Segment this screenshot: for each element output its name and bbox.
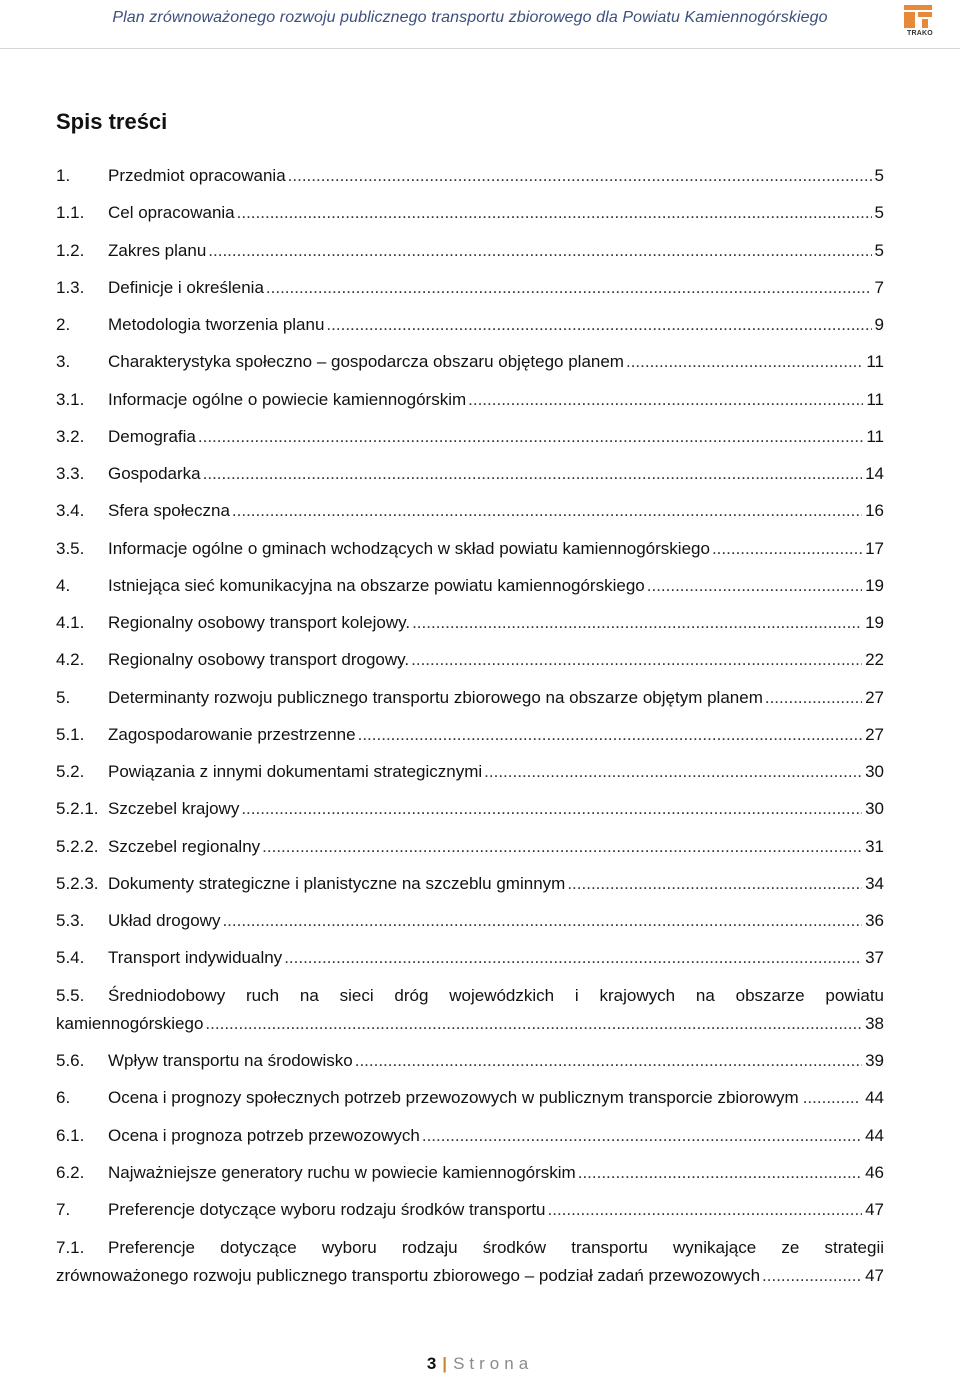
toc-entry-title: Determinanty rozwoju publicznego transportu zbiorowego na obszarze objętym planem	[108, 688, 763, 707]
toc-leader-dots	[484, 758, 862, 786]
toc-entry-title: Preferencje dotyczące wyboru rodzaju środków transportu	[108, 1200, 546, 1219]
toc-entry[interactable]	[56, 684, 884, 712]
toc-entry-number: 2.	[56, 315, 71, 334]
toc-entry-title: Ocena i prognozy społecznych potrzeb przewozowych w publicznym transporcie zbiorowym	[108, 1088, 799, 1107]
toc-entry[interactable]	[56, 460, 884, 488]
toc-entry-page: 30	[865, 762, 884, 781]
toc-entry[interactable]	[56, 795, 884, 823]
toc-leader-dots	[422, 1122, 862, 1150]
toc-entry[interactable]	[56, 907, 884, 935]
toc-entry-title: Istniejąca sieć komunikacyjna na obszarze powiatu kamiennogórskiego	[108, 576, 645, 595]
toc-entry-title: Charakterystyka społeczno – gospodarcza obszaru objętego planem	[108, 352, 624, 371]
toc-entry-page: 5	[874, 203, 884, 222]
toc-entry-page: 30	[865, 799, 884, 818]
toc-entry-continuation[interactable]	[56, 1262, 884, 1290]
toc-leader-dots	[355, 1047, 862, 1075]
toc-entry[interactable]	[56, 1196, 884, 1224]
toc-entry[interactable]	[56, 162, 884, 190]
footer-separator: |	[442, 1354, 448, 1373]
toc-entry[interactable]	[56, 1122, 884, 1150]
toc-entry[interactable]	[56, 982, 884, 1010]
toc-leader-dots	[208, 237, 871, 265]
toc-leader-dots	[222, 907, 862, 935]
toc-entry[interactable]	[56, 1234, 884, 1262]
toc-entry-page: 27	[865, 688, 884, 707]
page-label: Strona	[453, 1354, 534, 1373]
toc-entry-number: 1.3.	[56, 278, 85, 297]
toc-entry-page: 36	[865, 911, 884, 930]
toc-entry-page: 31	[865, 837, 884, 856]
toc-entry-page: 37	[865, 948, 884, 967]
toc-leader-dots	[626, 348, 863, 376]
toc-entry-number: 6.1.	[56, 1126, 85, 1145]
toc-leader-dots	[412, 609, 862, 637]
toc-entry-page: 5	[874, 241, 884, 260]
toc-entry-number: 3.1.	[56, 390, 85, 409]
toc-entry-number: 3.5.	[56, 539, 85, 558]
toc-entry-title-continuation: zrównoważonego rozwoju publicznego transportu zbiorowego – podział zadań przewozowych	[56, 1266, 761, 1285]
toc-leader-dots	[411, 646, 862, 674]
toc-entry[interactable]	[56, 833, 884, 861]
toc-leader-dots	[712, 535, 862, 563]
toc-entry-number: 4.1.	[56, 613, 85, 632]
toc-leader-dots	[205, 1010, 862, 1038]
toc-entry[interactable]	[56, 274, 884, 302]
toc-leader-dots	[232, 497, 862, 525]
toc-entry-title: Dokumenty strategiczne i planistyczne na szczeblu gminnym	[108, 874, 566, 893]
toc-entry-page: 19	[865, 613, 884, 632]
toc-entry-page: 46	[865, 1163, 884, 1182]
toc-entry[interactable]	[56, 1084, 884, 1112]
toc-entry-title: Regionalny osobowy transport drogowy.	[108, 650, 410, 669]
toc-entry-number: 5.	[56, 688, 71, 707]
toc-entry-number: 5.2.2.	[56, 837, 99, 856]
toc-entry-title: Szczebel krajowy	[108, 799, 240, 818]
toc-entry-page: 14	[865, 464, 884, 483]
toc-entry-page: 11	[866, 390, 884, 409]
toc-entry-number: 3.2.	[56, 427, 85, 446]
toc-entry[interactable]	[56, 497, 884, 525]
toc-entry-title: Definicje i określenia	[108, 278, 264, 297]
toc-entry-page: 27	[865, 725, 884, 744]
toc-leader-dots	[567, 870, 862, 898]
toc-leader-dots	[198, 423, 863, 451]
toc-entry-title: Przedmiot opracowania	[108, 166, 286, 185]
toc-entry-page: 38	[865, 1014, 884, 1033]
toc-entry-title: Informacje ogólne o gminach wchodzących w skład powiatu kamiennogórskiego	[108, 539, 710, 558]
toc-leader-dots	[765, 684, 862, 712]
toc-entry-title: Powiązania z innymi dokumentami strategicznymi	[108, 762, 483, 781]
toc-entry-page: 47	[865, 1200, 884, 1219]
toc-entry-number: 5.2.	[56, 762, 85, 781]
toc-entry-title: Szczebel regionalny	[108, 837, 261, 856]
toc-entry[interactable]	[56, 758, 884, 786]
toc-entry-title: Ocena i prognoza potrzeb przewozowych	[108, 1126, 420, 1145]
toc-entry-page: 11	[866, 427, 884, 446]
toc-entry[interactable]	[56, 423, 884, 451]
toc-entry-number: 7.	[56, 1200, 71, 1219]
toc-entry-number: 3.4.	[56, 501, 85, 520]
toc-entry-number: 5.5.	[56, 986, 85, 1005]
toc-entry-title: Metodologia tworzenia planu	[108, 315, 325, 334]
page-number: 3	[426, 1354, 437, 1373]
toc-entry[interactable]	[56, 870, 884, 898]
toc-leader-dots	[262, 833, 862, 861]
toc-entry-title: Gospodarka	[108, 464, 201, 483]
toc-entry-number: 1.	[56, 166, 71, 185]
toc-entry-number: 1.1.	[56, 203, 85, 222]
toc-entry-page: 9	[874, 315, 884, 334]
toc-leader-dots	[284, 944, 862, 972]
toc-entry-page: 44	[865, 1088, 884, 1107]
toc-heading: Spis treści	[56, 109, 168, 134]
toc-entry-title: Zakres planu	[108, 241, 207, 260]
toc-leader-dots	[266, 274, 872, 302]
toc-leader-dots	[803, 1084, 861, 1112]
toc-entry-title: Układ drogowy	[108, 911, 221, 930]
toc-entry-title: Najważniejsze generatory ruchu w powiecie kamiennogórskim	[108, 1163, 576, 1182]
toc-entry-number: 3.	[56, 352, 71, 371]
toc-leader-dots	[203, 460, 862, 488]
toc-entry-title: Zagospodarowanie przestrzenne	[108, 725, 356, 744]
toc-leader-dots	[326, 311, 871, 339]
toc-leader-dots	[468, 386, 863, 414]
toc-entry-title-continuation: kamiennogórskiego	[56, 1014, 204, 1033]
toc-entry-number: 7.1.	[56, 1238, 85, 1257]
toc-leader-dots	[237, 199, 872, 227]
toc-entry-title: Cel opracowania	[108, 203, 235, 222]
toc-entry[interactable]	[56, 646, 884, 674]
toc-entry-page: 47	[865, 1266, 884, 1285]
toc-entry-continuation[interactable]	[56, 1010, 884, 1038]
toc-entry-number: 5.4.	[56, 948, 85, 967]
toc-entry[interactable]	[56, 348, 884, 376]
toc-entry-page: 11	[866, 352, 884, 371]
toc-entry-number: 3.3.	[56, 464, 85, 483]
toc-entry-title: Regionalny osobowy transport kolejowy.	[108, 613, 411, 632]
toc-entry[interactable]	[56, 1159, 884, 1187]
toc-entry-title: Transport indywidualny	[108, 948, 283, 967]
toc-entry-number: 5.6.	[56, 1051, 85, 1070]
toc-entry-number: 4.	[56, 576, 71, 595]
toc-entry-title: Średniodobowy ruch na sieci dróg wojewódzkich i krajowych na obszarze powiatu	[108, 986, 884, 1005]
toc-leader-dots	[358, 721, 862, 749]
toc-entry-page: 19	[865, 576, 884, 595]
toc-entry-number: 1.2.	[56, 241, 85, 260]
toc-entry[interactable]	[56, 535, 884, 563]
toc-entry-page: 34	[865, 874, 884, 893]
toc-entry[interactable]	[56, 237, 884, 265]
toc-entry[interactable]	[56, 386, 884, 414]
toc-leader-dots	[548, 1196, 863, 1224]
toc-leader-dots	[288, 162, 872, 190]
toc-entry-page: 16	[865, 501, 884, 520]
page-header	[0, 0, 960, 49]
toc-entry-page: 44	[865, 1126, 884, 1145]
toc-entry-number: 4.2.	[56, 650, 85, 669]
toc-entry-title: Demografia	[108, 427, 196, 446]
toc-entry-page: 17	[865, 539, 884, 558]
toc-entry-number: 5.2.1.	[56, 799, 99, 818]
toc-entry-title: Wpływ transportu na środowisko	[108, 1051, 353, 1070]
toc-entry[interactable]	[56, 1047, 884, 1075]
toc-entry-number: 6.	[56, 1088, 71, 1107]
toc-entry-number: 5.1.	[56, 725, 85, 744]
toc-leader-dots	[578, 1159, 862, 1187]
toc-entry[interactable]	[56, 311, 884, 339]
toc-leader-dots	[762, 1262, 862, 1290]
toc-entry[interactable]	[56, 572, 884, 600]
toc-leader-dots	[241, 795, 862, 823]
toc-entry-page: 7	[874, 278, 884, 297]
toc-entry[interactable]	[56, 721, 884, 749]
toc-entry-page: 5	[874, 166, 884, 185]
logo-text: TRAKO	[907, 30, 933, 37]
toc-entry-title: Sfera społeczna	[108, 501, 230, 520]
toc-entry-title: Preferencje dotyczące wyboru rodzaju środków transportu wynikające ze strategii	[108, 1238, 884, 1257]
toc-entry-page: 22	[865, 650, 884, 669]
toc-entry-number: 5.3.	[56, 911, 85, 930]
header-title: Plan zrównoważonego rozwoju publicznego transportu zbiorowego dla Powiatu Kamiennogórskiego	[112, 9, 828, 26]
toc-leader-dots	[647, 572, 862, 600]
toc-entry-number: 5.2.3.	[56, 874, 99, 893]
toc-entry-page: 39	[865, 1051, 884, 1070]
toc-entry[interactable]	[56, 199, 884, 227]
toc-entry-number: 6.2.	[56, 1163, 85, 1182]
page-footer	[0, 1354, 960, 1374]
toc-entry-title: Informacje ogólne o powiecie kamiennogórskim	[108, 390, 467, 409]
toc-entry[interactable]	[56, 609, 884, 637]
toc-entry[interactable]	[56, 944, 884, 972]
